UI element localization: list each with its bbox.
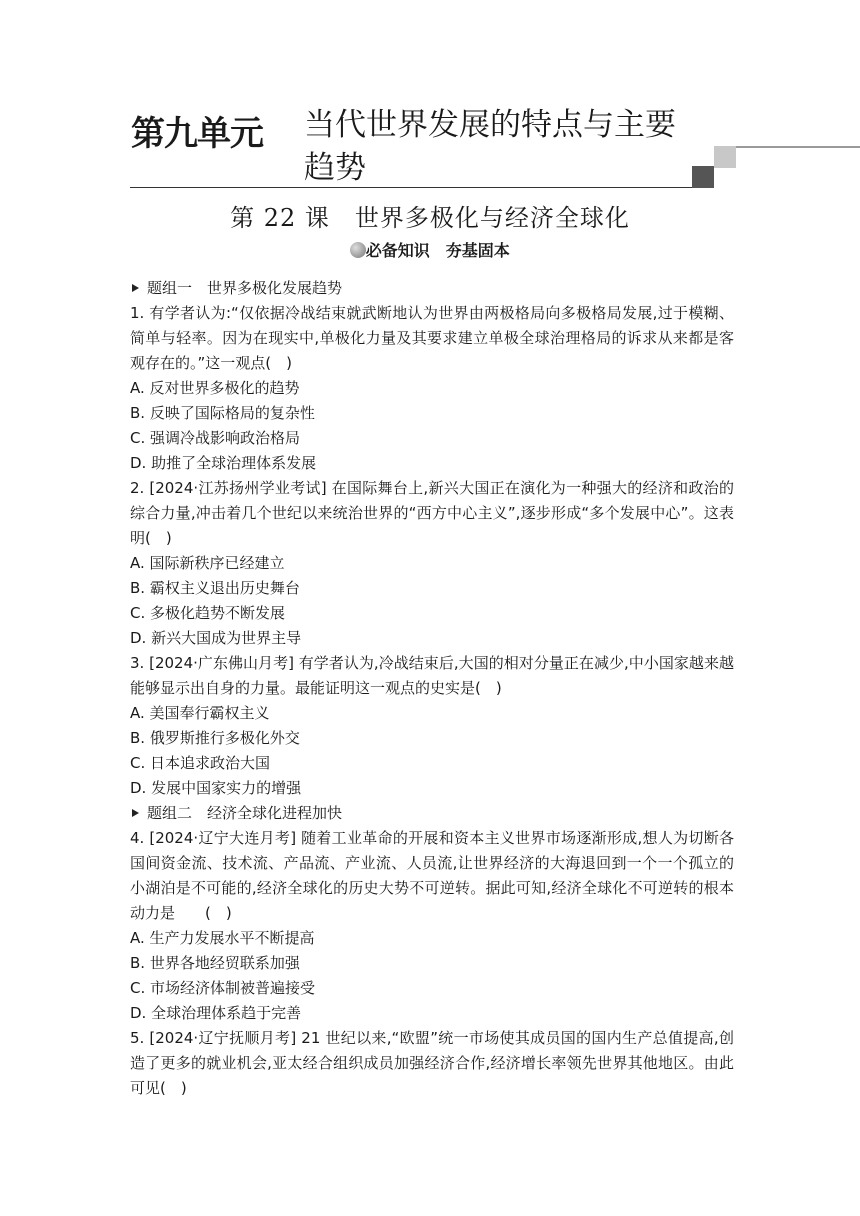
group-heading-label: 题组二 经济全球化进程加快 bbox=[147, 804, 343, 822]
group-heading-label: 题组一 世界多极化发展趋势 bbox=[147, 279, 343, 297]
banner-dot-icon bbox=[350, 242, 366, 258]
question-option: A. 美国奉行霸权主义 bbox=[130, 704, 270, 722]
header-divider bbox=[130, 187, 714, 188]
group-heading bbox=[130, 801, 734, 826]
question-stem: 1. 有学者认为:“仅依据冷战结束就武断地认为世界由两极格局向多极格局发展,过于模糊、简单与轻率。因为在现实中,单极化力量及其要求建立单极全球治理格局的诉求从来都是客观存在的。”这一观点( ) bbox=[130, 304, 734, 372]
triangle-bullet-icon bbox=[132, 284, 139, 292]
question-option: B. 反映了国际格局的复杂性 bbox=[130, 404, 315, 422]
question-option: D. 助推了全球治理体系发展 bbox=[130, 454, 317, 472]
question-option: A. 反对世界多极化的趋势 bbox=[130, 379, 300, 397]
question-option: C. 日本追求政治大国 bbox=[130, 754, 271, 772]
question-option: A. 生产力发展水平不断提高 bbox=[130, 929, 315, 947]
decorative-square-dark bbox=[692, 166, 714, 188]
triangle-bullet-icon bbox=[132, 809, 139, 817]
question-option: D. 新兴大国成为世界主导 bbox=[130, 629, 302, 647]
question-option: B. 霸权主义退出历史舞台 bbox=[130, 579, 300, 597]
question-stem: 4. [2024·辽宁大连月考] 随着工业革命的开展和资本主义世界市场逐渐形成,想人为切断各国间资金流、技术流、产品流、产业流、人员流,让世界经济的大海退回到一个一个孤立的小湖泊是不可能的,经济全球化的历史大势不可逆转。据此可知,经济全球化不可逆转的根本动力是 ( ) bbox=[130, 829, 734, 922]
unit-title: 当代世界发展的特点与主要趋势 bbox=[304, 107, 676, 186]
lesson-title: 第 22 课 世界多极化与经济全球化 bbox=[230, 204, 630, 232]
unit-header bbox=[0, 0, 860, 200]
question-option: B. 世界各地经贸联系加强 bbox=[130, 954, 300, 972]
section-banner bbox=[0, 238, 860, 261]
question-option: A. 国际新秩序已经建立 bbox=[130, 554, 285, 572]
question-option: C. 多极化趋势不断发展 bbox=[130, 604, 286, 622]
section-banner-label: 必备知识 夯基固本 bbox=[365, 241, 510, 260]
question-stem: 3. [2024·广东佛山月考] 有学者认为,冷战结束后,大国的相对分量正在减少,中小国家越来越能够显示出自身的力量。最能证明这一观点的史实是( ) bbox=[130, 654, 734, 697]
question-stem: 5. [2024·辽宁抚顺月考] 21 世纪以来,“欧盟”统一市场使其成员国的国内生产总值提高,创造了更多的就业机会,亚太经合组织成员加强经济合作,经济增长率领先世界其他地区。由此可见( ) bbox=[130, 1029, 734, 1097]
decorative-line bbox=[736, 146, 860, 148]
question-stem: 2. [2024·江苏扬州学业考试] 在国际舞台上,新兴大国正在演化为一种强大的经济和政治的综合力量,冲击着几个世纪以来统治世界的“西方中心主义”,逐步形成“多个发展中心”。这表明( ) bbox=[130, 479, 734, 547]
unit-label: 第九单元 bbox=[131, 114, 263, 154]
decorative-square-light bbox=[714, 146, 736, 168]
question-option: D. 全球治理体系趋于完善 bbox=[130, 1004, 302, 1022]
question-option: D. 发展中国家实力的增强 bbox=[130, 779, 302, 797]
question-option: C. 市场经济体制被普遍接受 bbox=[130, 979, 316, 997]
group-heading bbox=[130, 276, 734, 301]
question-list bbox=[130, 276, 734, 1101]
question-option: C. 强调冷战影响政治格局 bbox=[130, 429, 301, 447]
question-option: B. 俄罗斯推行多极化外交 bbox=[130, 729, 300, 747]
